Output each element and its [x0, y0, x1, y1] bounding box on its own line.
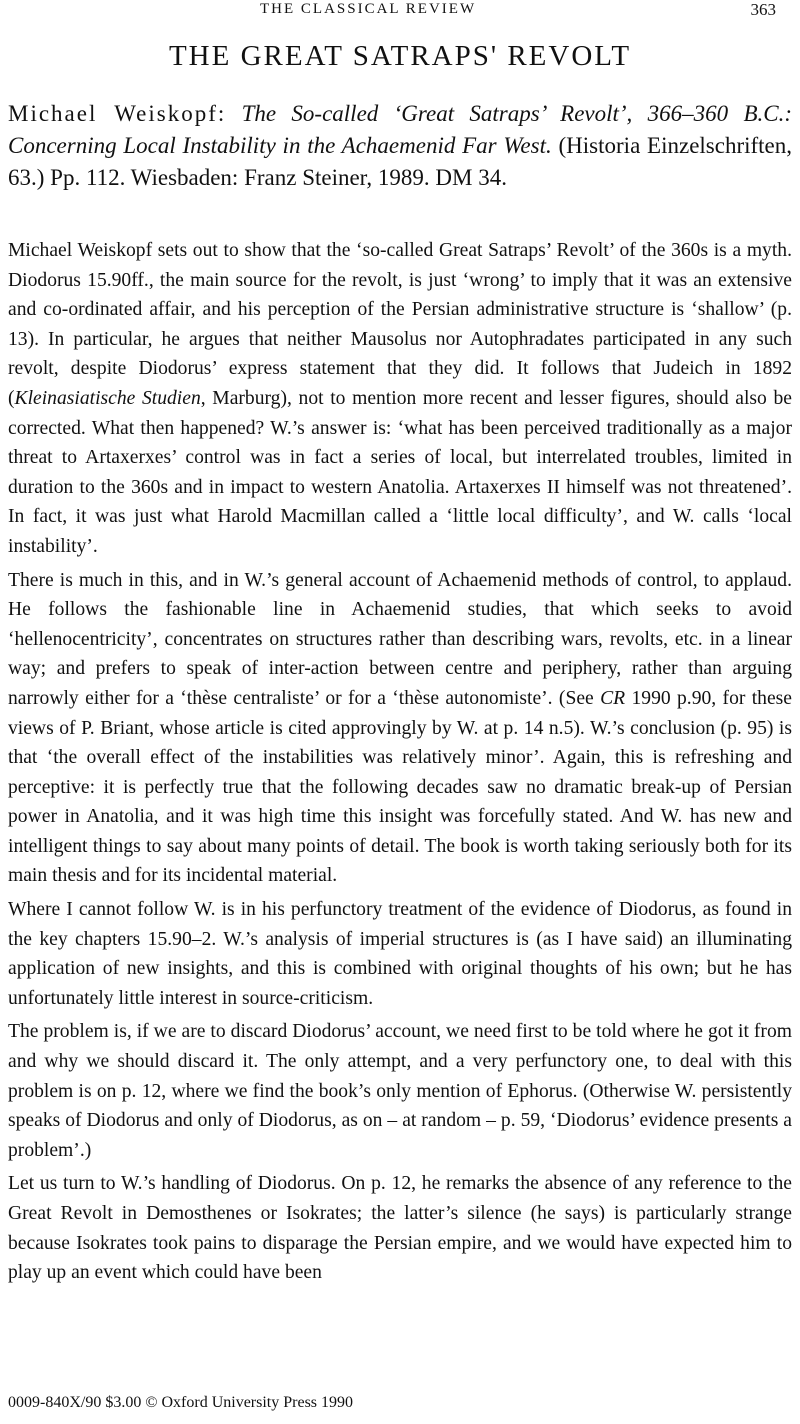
citation-author: Michael Weiskopf: [8, 101, 227, 126]
copyright-footer: 0009-840X/90 $3.00 © Oxford University Press 1990 [8, 1394, 354, 1411]
paragraph-1-italic: Kleinasiatische Studien [14, 387, 201, 409]
paragraph-1 [8, 236, 792, 562]
paragraph-1-text-a: Michael Weiskopf sets out to show that the ‘so-called Great Satraps’ Revolt’ of the 360s is a myth. Diodorus 15.90ff., the main source for the revolt, is just ‘wrong’ to imply that it was an extensive and co-ordinated affair, and his perception of the Persian administrative structure is ‘shallow’ (p. 13). In particular, he argues that neither Mausolus nor Autophradates participated in any such revolt, despite Diodorus’ express statement that they did. It follows that Judeich in 1892 ( [8, 240, 792, 409]
journal-name: THE CLASSICAL REVIEW [260, 1, 477, 17]
page-number: 363 [750, 0, 776, 19]
paragraph-5: Let us turn to W.’s handling of Diodorus. On p. 12, he remarks the absence of any reference to the Great Revolt in Demosthenes or Isokrates; the latter’s silence (he says) is particularly strange because Isokrates took pains to disparage the Persian empire, and we would have expected him to play up an event which could have been [8, 1173, 792, 1284]
paragraph-1-text-c: , Marburg), not to mention more recent and lesser figures, should also be corrected. What then happened? W.’s answer is: ‘what has been perceived traditionally as a major threat to Artaxerxes’ control was in fact a series of local, but interrelated troubles, limited in duration to the 360s and in impact to western Anatolia. Artaxerxes II himself was not threatened’. In fact, it was just what Harold Macmillan called a ‘little local difficulty’, and W. calls ‘local instability’. [8, 387, 792, 557]
paragraph-2-text-c: 1990 p.90, for these views of P. Briant, whose article is cited approvingly by W. at p. 14 n.5). W.’s conclusion (p. 95) is that ‘the overall effect of the instabilities was relatively minor’. Again, this is refreshing and perceptive: it is perfectly true that the following decades saw no dramatic break-up of Persian power in Anatolia, and it was high time this insight was forcefully stated. And W. has new and intelligent things to say about many points of detail. The book is worth taking seriously both for its main thesis and for its incidental material. [8, 687, 792, 887]
review-body [8, 236, 792, 1292]
paragraph-2-italic: CR [600, 687, 626, 709]
paragraph-2 [8, 566, 792, 892]
citation-book-title: The So-called ‘Great Satraps’ Revolt’, 366–360 B.C.: Concerning Local Instability in the Achaemenid Far West. [8, 101, 793, 158]
book-citation [8, 98, 792, 194]
citation-details: (Historia Einzelschriften, 63.) Pp. 112. Wiesbaden: Franz Steiner, 1989. DM 34. [8, 133, 793, 190]
paragraph-4: The problem is, if we are to discard Diodorus’ account, we need first to be told where he got it from and why we should discard it. The only attempt, and a very perfunctory one, to deal with this problem is on p. 12, where we find the book’s only mention of Ephorus. (Otherwise W. persistently speaks of Diodorus and only of Diodorus, as on – at random – p. 59, ‘Diodorus’ evidence presents a problem’.) [8, 1021, 792, 1161]
running-head [0, 0, 800, 24]
review-title: THE GREAT SATRAPS' REVOLT [168, 40, 632, 72]
paragraph-2-text-a: There is much in this, and in W.’s general account of Achaemenid methods of control, to applaud. He follows the fashionable line in Achaemenid studies, that which seeks to avoid ‘hellenocentricity’, concentrates on structures rather than describing wars, revolts, etc. in a linear way; and prefers to speak of inter-action between centre and periphery, rather than arguing narrowly either for a ‘thèse centraliste’ or for a ‘thèse autonomiste’. (See [8, 569, 792, 709]
paragraph-3: Where I cannot follow W. is in his perfunctory treatment of the evidence of Diodorus, as found in the key chapters 15.90–2. W.’s analysis of imperial structures is (as I have said) an illuminating application of new insights, and this is combined with original thoughts of his own; but he has unfortunately little interest in source-criticism. [8, 899, 792, 1009]
